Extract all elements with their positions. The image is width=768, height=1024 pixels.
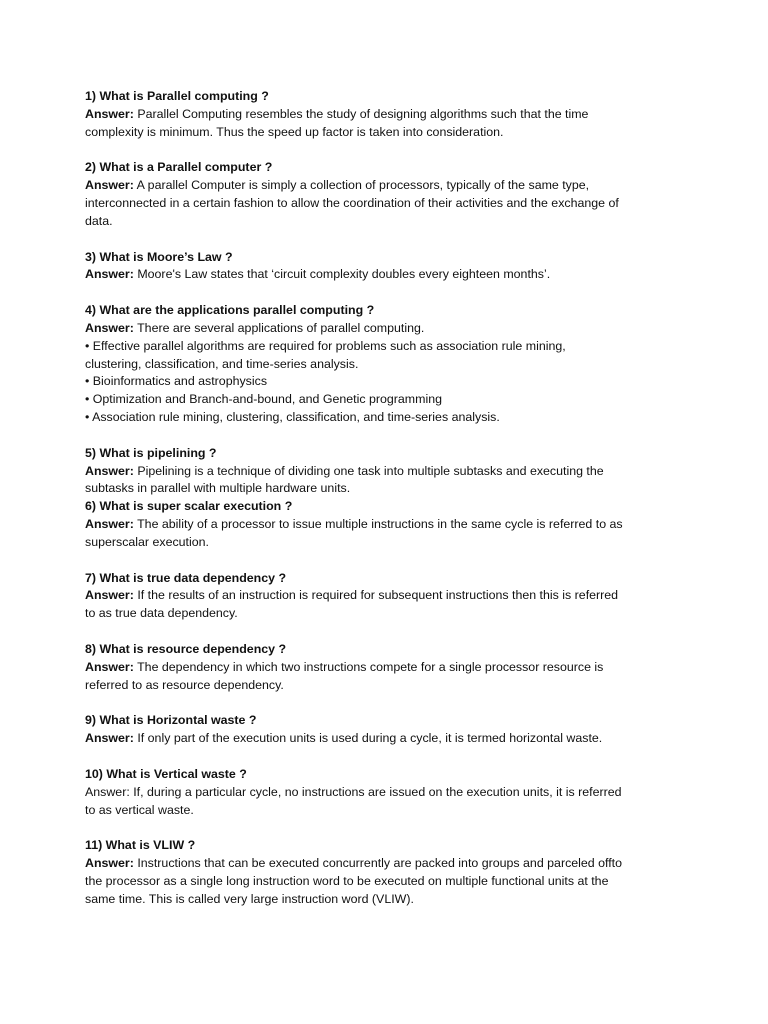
answer-text-4: There are several applications of parallel computing. [133, 320, 425, 335]
question-4: 4) What are the applications parallel computing ? [85, 303, 375, 318]
question-7: 7) What is true data dependency ? [85, 570, 287, 585]
answer-text-7: If the results of an instruction is required for subsequent instructions then this is referred to as true data dependency. [85, 588, 619, 621]
answer-text-9: If only part of the execution units is used during a cycle, it is termed horizontal waste. [133, 731, 603, 746]
qa-item-8 [85, 641, 625, 694]
answer-label-7: Answer: [85, 588, 134, 603]
answer-label-9: Answer: [85, 731, 134, 746]
answer-label-5: Answer: [85, 463, 134, 478]
question-3: 3) What is Moore’s Law ? [85, 249, 233, 264]
answer-label-8: Answer: [85, 659, 134, 674]
question-11: 11) What is VLIW ? [85, 838, 196, 853]
answer-label-3: Answer: [85, 267, 134, 282]
answer-text-1: Parallel Computing resembles the study of designing algorithms such that the time complexity is minimum. Thus the speed up factor is taken into consideration. [85, 106, 589, 139]
question-2: 2) What is a Parallel computer ? [85, 160, 273, 175]
qa-item-9 [85, 712, 625, 748]
question-8: 8) What is resource dependency ? [85, 641, 287, 656]
question-5: 5) What is pipelining ? [85, 445, 217, 460]
question-1: 1) What is Parallel computing ? [85, 89, 269, 103]
qa-item-3 [85, 249, 625, 285]
answer-text-11: Instructions that can be executed concurrently are packed into groups and parceled offto the processor as a single long instruction word to be executed on multiple functional units at the same time. This is called very large instruction word (VLIW). [85, 856, 623, 906]
answer-label-1: Answer: [85, 106, 134, 121]
qa-item-7 [85, 570, 625, 623]
list-item: • Optimization and Branch-and-bound, and Genetic programming [85, 392, 442, 407]
question-9: 9) What is Horizontal waste ? [85, 713, 257, 728]
answer-label-6: Answer: [85, 516, 134, 531]
qa-item-11 [85, 837, 625, 908]
answer-text-5: Pipelining is a technique of dividing one task into multiple subtasks and executing the subtasks in parallel with multiple hardware units. [85, 463, 604, 496]
answer-text-10: Answer: If, during a particular cycle, no instructions are issued on the execution units, it is referred to as vertical waste. [85, 784, 622, 817]
qa-item-5 [85, 445, 625, 498]
answer-text-2: A parallel Computer is simply a collection of processors, typically of the same type, interconnected in a certain fashion to allow the coordination of their activities and the exchange of data. [85, 178, 619, 228]
qa-item-1 [85, 88, 625, 141]
answer-label-11: Answer: [85, 856, 134, 871]
qa-item-4 [85, 302, 625, 427]
answer-text-6: The ability of a processor to issue multiple instructions in the same cycle is referred to as superscalar execution. [85, 516, 623, 549]
applications-list [85, 338, 625, 427]
qa-item-6 [85, 498, 625, 551]
answer-label-4: Answer: [85, 320, 134, 335]
list-item: • Effective parallel algorithms are required for problems such as association rule mining, clustering, classification, and time-series analysis. [85, 338, 566, 371]
question-10: 10) What is Vertical waste ? [85, 766, 247, 781]
answer-text-3: Moore's Law states that ‘circuit complexity doubles every eighteen months’. [133, 267, 551, 282]
question-6: 6) What is super scalar execution ? [85, 499, 293, 514]
answer-label-2: Answer: [85, 178, 134, 193]
qa-item-2 [85, 159, 625, 230]
list-item: • Bioinformatics and astrophysics [85, 374, 268, 389]
answer-text-8: The dependency in which two instructions compete for a single processor resource is referred to as resource dependency. [85, 659, 604, 692]
qa-item-10 [85, 766, 625, 819]
qa-list [85, 88, 625, 908]
list-item: • Association rule mining, clustering, classification, and time-series analysis. [85, 409, 500, 424]
